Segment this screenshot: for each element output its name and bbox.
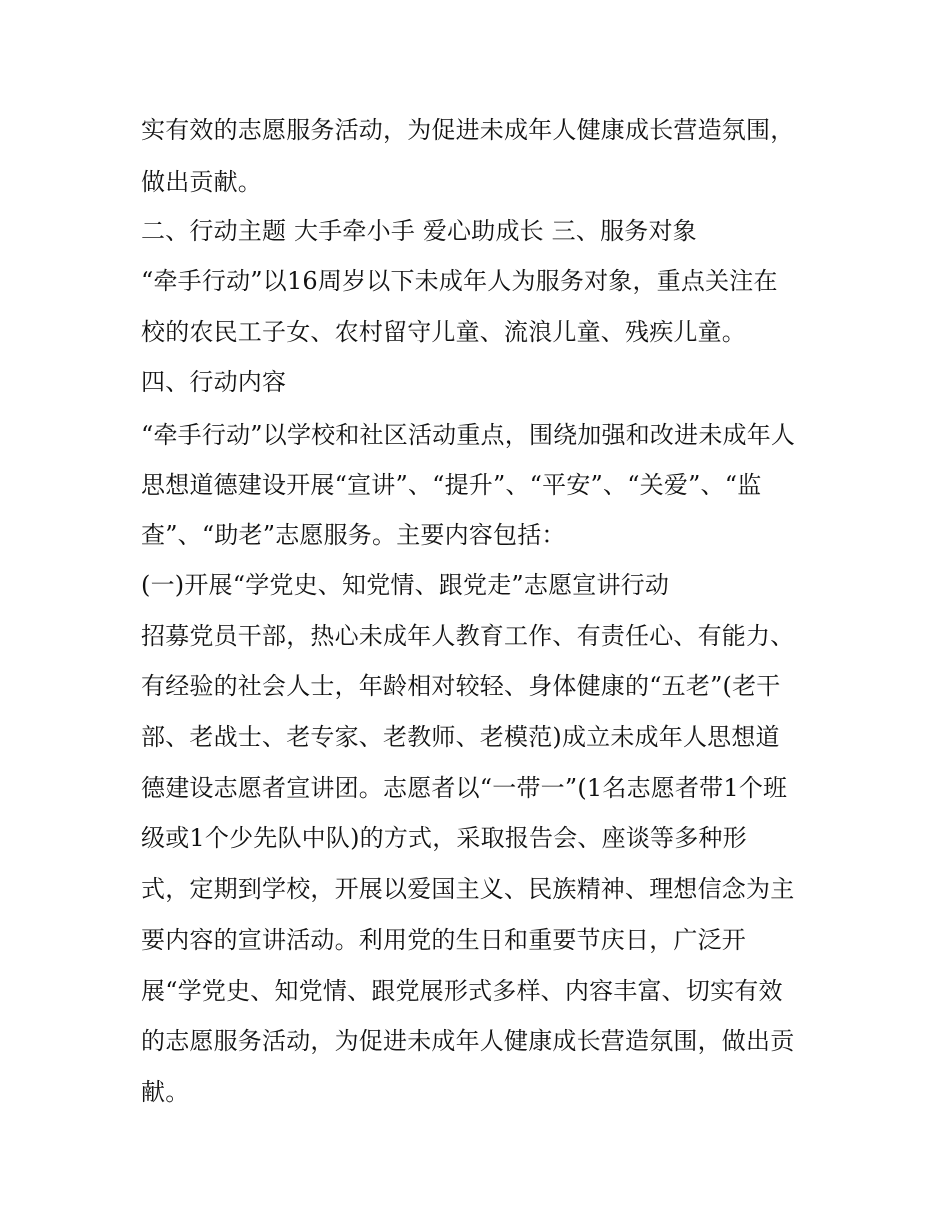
text-line: “牵手行动”以学校和社区活动重点，围绕加强和改进未成年人 [141,421,796,449]
text-line: 招募党员干部，热心未成年人教育工作、有责任心、有能力、 [141,622,795,650]
text-line: 德建设志愿者宣讲团。志愿者以“一带一”(1名志愿者带1个班 [141,774,788,802]
text-line: 式，定期到学校，开展以爱国主义、民族精神、理想信念为主 [141,875,795,903]
text-line: 校的农民工子女、农村留守儿童、流浪儿童、残疾儿童。 [141,318,746,346]
text-line: 部、老战士、老专家、老教师、老模范)成立未成年人思想道 [141,723,780,751]
text-line: 做出贡献。 [141,168,262,196]
section-heading: 二、行动主题 大手牵小手 爱心助成长 三、服务对象 [141,217,697,245]
text-line: 要内容的宣讲活动。利用党的生日和重要节庆日，广泛开 [141,926,746,954]
section-heading: 四、行动内容 [141,368,287,396]
text-line: 查”、“助老”志愿服务。主要内容包括： [141,521,566,549]
text-line: 的志愿服务活动，为促进未成年人健康成长营造氛围，做出贡 [141,1027,795,1055]
text-line: “牵手行动”以16周岁以下未成年人为服务对象，重点关注在 [141,267,778,295]
subsection-heading: (一)开展“学党史、知党情、跟党走”志愿宣讲行动 [141,571,670,599]
text-line: 思想道德建设开展“宣讲”、“提升”、“平安”、“关爱”、“监 [141,471,762,499]
text-line: 展“学党史、知党情、跟党展形式多样、内容丰富、切实有效 [141,977,783,1005]
text-line: 有经验的社会人士，年龄相对较轻、身体健康的“五老”(老干 [141,672,781,700]
text-line: 献。 [141,1078,190,1106]
text-line: 实有效的志愿服务活动，为促进未成年人健康成长营造氛围， [141,116,795,144]
text-line: 级或1个少先队中队)的方式，采取报告会、座谈等多种形 [141,824,747,852]
